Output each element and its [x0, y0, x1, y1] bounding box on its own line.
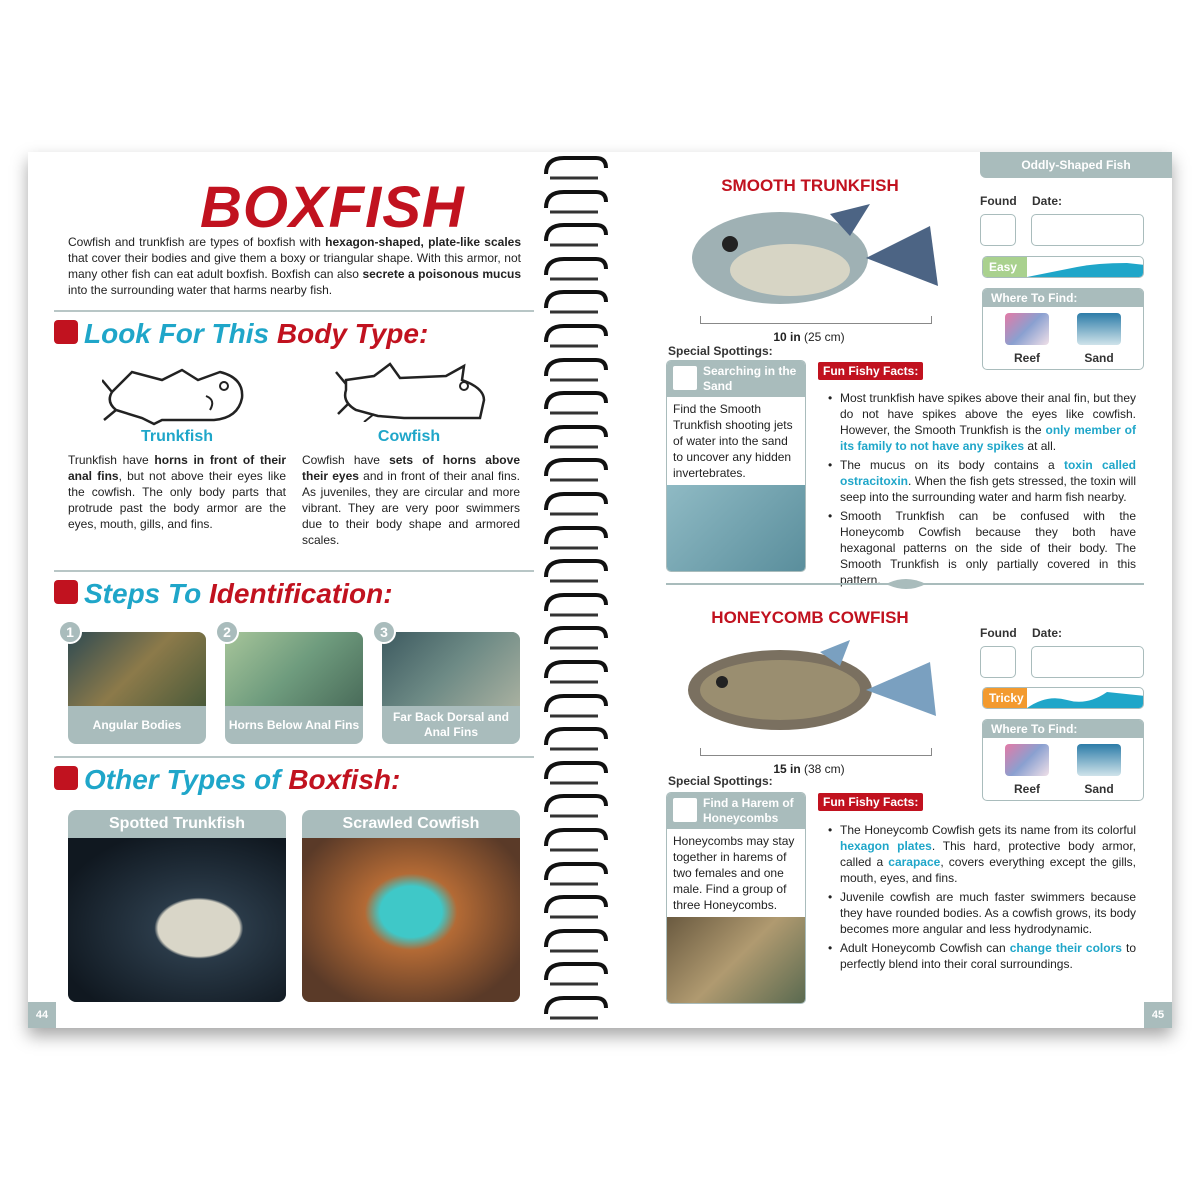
found-label: Found	[980, 194, 1017, 208]
eye-icon	[54, 320, 78, 344]
angular-bodies-photo	[68, 632, 206, 706]
fact-item: • The mucus on its body contains a toxin called ostracitoxin. When the fish gets stressed, the toxin will seep into the surrounding water and harm fish nearby.	[826, 457, 1136, 505]
special-spottings-label: Special Spottings:	[668, 774, 773, 788]
scrawled-cowfish-photo	[302, 838, 520, 1002]
difficulty-meter: Tricky	[982, 687, 1144, 709]
honeycomb-cowfish-photo	[680, 636, 940, 740]
where-to-find: Where To Find: Reef Sand	[982, 719, 1144, 801]
spiral-coil	[540, 622, 610, 656]
spotting-checkbox[interactable]	[673, 366, 697, 390]
cowfish-description: Cowfish have sets of horns above their eyes and in front of their anal fins. As juveniles, they are circular and more vibrant. They are very poor swimmers due to their body shape and armored scales.	[302, 453, 520, 547]
date-label: Date:	[1032, 626, 1063, 640]
spiral-coil	[540, 958, 610, 992]
spiral-coil	[540, 286, 610, 320]
spiral-coil	[540, 757, 610, 791]
step-number: 3	[372, 620, 396, 644]
found-checkbox[interactable]	[980, 646, 1016, 678]
spiral-coil	[540, 790, 610, 824]
reef-swatch	[1005, 744, 1049, 776]
spiral-coil	[540, 387, 610, 421]
fun-facts-list	[826, 390, 1136, 591]
spiral-coil	[540, 320, 610, 354]
smooth-trunkfish-photo	[680, 200, 940, 312]
spotting-photo	[667, 917, 805, 1003]
wave-icon	[1027, 257, 1144, 278]
fun-facts-label: Fun Fishy Facts:	[818, 793, 923, 811]
spiral-coil	[540, 354, 610, 388]
page-number: 44	[28, 1002, 56, 1028]
section-identification: Steps To Identification:	[54, 578, 393, 610]
magnifier-icon	[54, 580, 78, 604]
fact-item: • Smooth Trunkfish can be confused with the Honeycomb Cowfish because they both have hexagonal patterns on the side of their body. The Smooth Trunkfish is only partially covered in this pattern.	[826, 508, 1136, 588]
intro-paragraph: Cowfish and trunkfish are types of boxfish with hexagon-shaped, plate-like scales that cover their bodies and give them a boxy or triangular shape. With this armor, not many other fish can eat adult boxfish. Boxfish can also secrete a poisonous mucus into the surrounding water that harms nearby fish.	[68, 235, 522, 297]
trunkfish-outline-icon	[102, 362, 252, 426]
spiral-coil	[540, 555, 610, 589]
fact-item: • Adult Honeycomb Cowfish can change their colors to perfectly blend into their coral surroundings.	[826, 940, 1136, 972]
spiral-coil	[540, 858, 610, 892]
step-card: Angular Bodies	[68, 632, 206, 744]
page-title: BOXFISH	[200, 175, 465, 240]
question-icon	[54, 766, 78, 790]
divider	[54, 756, 534, 758]
difficulty-meter: Easy	[982, 256, 1144, 278]
reef-swatch	[1005, 313, 1049, 345]
trunkfish-label: Trunkfish	[140, 428, 213, 445]
right-page	[648, 152, 1172, 1028]
spotted-trunkfish-photo	[68, 838, 286, 1002]
fun-facts-list	[826, 822, 1136, 975]
divider	[54, 570, 534, 572]
spiral-coil	[540, 219, 610, 253]
cowfish-outline-icon	[334, 358, 494, 422]
fish-divider	[666, 576, 1144, 592]
divider	[54, 310, 534, 312]
spiral-coil	[540, 925, 610, 959]
fins-photo	[382, 632, 520, 706]
wave-icon	[1027, 688, 1144, 709]
fun-facts-label: Fun Fishy Facts:	[818, 362, 923, 380]
category-tab: Oddly-Shaped Fish	[980, 152, 1172, 178]
where-to-find: Where To Find: Reef Sand	[982, 288, 1144, 370]
left-page	[28, 152, 552, 1028]
found-label: Found	[980, 626, 1017, 640]
cowfish-label: Cowfish	[377, 428, 441, 445]
step-card: Horns Below Anal Fins	[225, 632, 363, 744]
spotted-trunkfish-card: Spotted Trunkfish	[68, 810, 286, 1002]
spiral-coil	[540, 824, 610, 858]
spotting-checkbox[interactable]	[673, 798, 697, 822]
page-number: 45	[1144, 1002, 1172, 1028]
special-spotting-card: Searching in the Sand Find the Smooth Trunkfish shooting jets of water into the sand to uncover any hidden invertebrates.	[666, 360, 806, 572]
step-card: Far Back Dorsal and Anal Fins	[382, 632, 520, 744]
date-field[interactable]	[1031, 214, 1144, 246]
fact-item: • Most trunkfish have spikes above their anal fin, but they do not have spikes above the eyes like cowfish. However, the Smooth Trunkfish is the only member of its family to not have any spikes at all.	[826, 390, 1136, 454]
spiral-coil	[540, 421, 610, 455]
trunkfish-description: Trunkfish have horns in front of their anal fins, but not above their eyes like the cowfish. The only body parts that protrude past the body armor are the eyes, mouth, gills, and fins.	[68, 453, 287, 531]
spiral-coil	[540, 589, 610, 623]
sand-swatch	[1077, 744, 1121, 776]
fact-item: • The Honeycomb Cowfish gets its name from its colorful hexagon plates. This hard, protective body armor, called a carapace, covers everything except the gills, mouth, eyes, and fins.	[826, 822, 1136, 886]
size-label: 10 in (25 cm)	[773, 330, 845, 344]
date-field[interactable]	[1031, 646, 1144, 678]
sand-swatch	[1077, 313, 1121, 345]
spiral-coil	[540, 656, 610, 690]
spiral-coil	[540, 723, 610, 757]
section-other-types: Other Types of Boxfish:	[54, 764, 400, 796]
horns-photo	[225, 632, 363, 706]
spiral-coil	[540, 186, 610, 220]
special-spotting-card: Find a Harem of Honeycombs Honeycombs may stay together in harems of two females and one male. Find a group of three Honeycombs.	[666, 792, 806, 1004]
date-label: Date:	[1032, 194, 1063, 208]
fish-name: HONEYCOMB COWFISH	[711, 608, 909, 627]
scrawled-cowfish-card: Scrawled Cowfish	[302, 810, 520, 1002]
fact-item: • Juvenile cowfish are much faster swimmers because they have rounded bodies. As a cowfish grows, its body becomes more angular and less hydrodynamic.	[826, 889, 1136, 937]
found-checkbox[interactable]	[980, 214, 1016, 246]
spiral-coil	[540, 891, 610, 925]
step-number: 2	[215, 620, 239, 644]
special-spottings-label: Special Spottings:	[668, 344, 773, 358]
size-ruler	[700, 316, 932, 324]
spiral-coil	[540, 454, 610, 488]
size-label: 15 in (38 cm)	[773, 762, 845, 776]
spiral-coil	[540, 690, 610, 724]
spotting-photo	[667, 485, 805, 571]
section-body-type: Look For This Body Type:	[54, 318, 428, 350]
spiral-coil	[540, 522, 610, 556]
size-ruler	[700, 748, 932, 756]
spiral-coil	[540, 992, 610, 1026]
fish-name: SMOOTH TRUNKFISH	[721, 176, 899, 195]
spiral-coil	[540, 152, 610, 186]
spiral-coil	[540, 488, 610, 522]
spiral-coil	[540, 253, 610, 287]
step-number: 1	[58, 620, 82, 644]
